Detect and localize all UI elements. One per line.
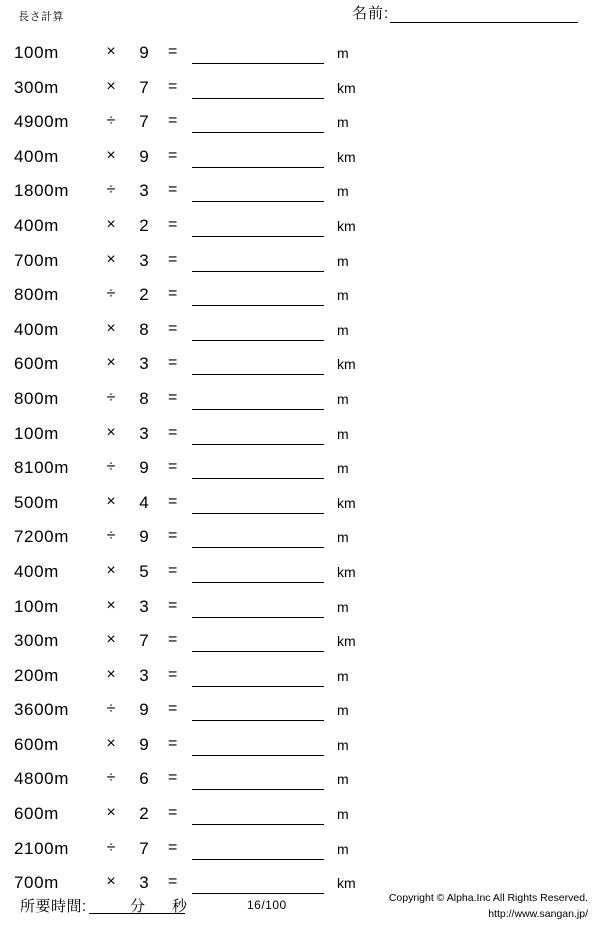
answer-input-line[interactable] <box>192 582 324 583</box>
problem-operand: 2100m <box>14 838 69 858</box>
equals-sign: = <box>168 215 178 233</box>
problem-operand: 300m <box>14 631 59 651</box>
problem-operand: 600m <box>14 354 59 374</box>
site-url: http://www.sangan.jp/ <box>488 908 588 920</box>
answer-input-line[interactable] <box>192 859 324 860</box>
problem-factor: 7 <box>139 77 149 97</box>
equals-sign: = <box>168 769 178 787</box>
answer-input-line[interactable] <box>192 271 324 272</box>
second-label: 秒 <box>172 898 188 915</box>
answer-unit: m <box>337 840 349 857</box>
equals-sign: = <box>168 388 178 406</box>
problem-operator: ÷ <box>106 769 116 787</box>
equals-sign: = <box>168 112 178 130</box>
answer-unit: m <box>337 183 349 200</box>
problem-row <box>0 347 600 382</box>
answer-input-line[interactable] <box>192 63 324 64</box>
answer-input-line[interactable] <box>192 824 324 825</box>
problem-operand: 7200m <box>14 527 69 547</box>
problem-operand: 3600m <box>14 700 69 720</box>
problem-row <box>0 105 600 140</box>
answer-unit: m <box>337 252 349 269</box>
answer-unit: km <box>337 356 356 373</box>
problem-factor: 8 <box>139 388 149 408</box>
equals-sign: = <box>168 631 178 649</box>
problem-operator: × <box>106 492 116 510</box>
problem-operand: 700m <box>14 250 59 270</box>
problem-operator: × <box>106 319 116 337</box>
equals-sign: = <box>168 285 178 303</box>
problem-operand: 4900m <box>14 112 69 132</box>
problem-factor: 9 <box>139 734 149 754</box>
problem-factor: 9 <box>139 43 149 62</box>
equals-sign: = <box>168 43 178 60</box>
copyright-text: Copyright © Alpha.Inc All Rights Reserved. <box>388 892 588 904</box>
problem-operator: × <box>106 561 116 579</box>
problem-factor: 3 <box>139 423 149 443</box>
answer-unit: m <box>337 702 349 719</box>
answer-unit: m <box>337 667 349 684</box>
problem-factor: 3 <box>139 665 149 685</box>
equals-sign: = <box>168 492 178 510</box>
problem-factor: 6 <box>139 769 149 789</box>
problem-operator: × <box>106 77 116 95</box>
equals-sign: = <box>168 146 178 164</box>
answer-input-line[interactable] <box>192 789 324 790</box>
equals-sign: = <box>168 838 178 856</box>
answer-input-line[interactable] <box>192 513 324 514</box>
problem-row <box>0 624 600 659</box>
answer-input-line[interactable] <box>192 720 324 721</box>
problem-operator: × <box>106 873 116 891</box>
answer-unit: km <box>337 633 356 650</box>
problem-operator: × <box>106 596 116 614</box>
problem-factor: 9 <box>139 458 149 478</box>
problem-operator: × <box>106 423 116 441</box>
equals-sign: = <box>168 734 178 752</box>
answer-unit: m <box>337 390 349 407</box>
problem-row <box>0 590 600 625</box>
name-label: 名前: <box>352 5 390 22</box>
answer-unit: m <box>337 529 349 546</box>
problem-factor: 9 <box>139 700 149 720</box>
problem-factor: 2 <box>139 215 149 235</box>
name-input-line[interactable] <box>390 5 578 23</box>
problem-row <box>0 832 600 867</box>
equals-sign: = <box>168 250 178 268</box>
answer-unit: m <box>337 771 349 788</box>
problem-operand: 1800m <box>14 181 69 201</box>
problem-operand: 200m <box>14 665 59 685</box>
problem-operator: × <box>106 631 116 649</box>
problem-operator: ÷ <box>106 527 116 545</box>
answer-unit: m <box>337 321 349 338</box>
problem-row <box>0 728 600 763</box>
problem-factor: 3 <box>139 181 149 201</box>
time-area <box>20 895 187 916</box>
problem-factor: 8 <box>139 319 149 339</box>
problem-operator: ÷ <box>106 700 116 718</box>
answer-input-line[interactable] <box>192 201 324 202</box>
equals-sign: = <box>168 700 178 718</box>
problem-list <box>0 36 600 901</box>
answer-input-line[interactable] <box>192 305 324 306</box>
problem-factor: 5 <box>139 561 149 581</box>
answer-unit: m <box>337 114 349 131</box>
answer-input-line[interactable] <box>192 617 324 618</box>
problem-row <box>0 520 600 555</box>
problem-row <box>0 762 600 797</box>
time-label: 所要時間: <box>20 898 87 915</box>
equals-sign: = <box>168 665 178 683</box>
answer-input-line[interactable] <box>192 340 324 341</box>
problem-operand: 600m <box>14 804 59 824</box>
answer-unit: km <box>337 148 356 165</box>
problem-operand: 100m <box>14 596 59 616</box>
problem-operator: × <box>106 734 116 752</box>
problem-operator: ÷ <box>106 181 116 199</box>
problem-row <box>0 451 600 486</box>
answer-input-line[interactable] <box>192 686 324 687</box>
equals-sign: = <box>168 423 178 441</box>
problem-factor: 3 <box>139 250 149 270</box>
problem-operator: × <box>106 665 116 683</box>
answer-unit: m <box>337 287 349 304</box>
problem-operand: 800m <box>14 388 59 408</box>
problem-row <box>0 417 600 452</box>
problem-row <box>0 140 600 175</box>
problem-operand: 600m <box>14 734 59 754</box>
answer-input-line[interactable] <box>192 167 324 168</box>
answer-input-line[interactable] <box>192 236 324 237</box>
problem-factor: 7 <box>139 838 149 858</box>
problem-row <box>0 209 600 244</box>
equals-sign: = <box>168 181 178 199</box>
equals-sign: = <box>168 458 178 476</box>
answer-unit: m <box>337 425 349 442</box>
problem-factor: 3 <box>139 354 149 374</box>
equals-sign: = <box>168 319 178 337</box>
problem-factor: 2 <box>139 804 149 824</box>
answer-input-line[interactable] <box>192 98 324 99</box>
equals-sign: = <box>168 561 178 579</box>
problem-operand: 400m <box>14 319 59 339</box>
problem-row <box>0 36 600 71</box>
problem-factor: 7 <box>139 112 149 132</box>
worksheet-footer <box>0 887 600 943</box>
problem-operand: 300m <box>14 77 59 97</box>
answer-unit: m <box>337 598 349 615</box>
problem-operator: × <box>106 146 116 164</box>
problem-operator: × <box>106 354 116 372</box>
answer-input-line[interactable] <box>192 132 324 133</box>
problem-operand: 100m <box>14 43 59 62</box>
problem-operand: 400m <box>14 146 59 166</box>
equals-sign: = <box>168 596 178 614</box>
problem-operand: 500m <box>14 492 59 512</box>
answer-unit: km <box>337 217 356 234</box>
answer-input-line[interactable] <box>192 444 324 445</box>
answer-unit: km <box>337 563 356 580</box>
problem-operator: × <box>106 43 116 60</box>
problem-operand: 100m <box>14 423 59 443</box>
equals-sign: = <box>168 804 178 822</box>
equals-sign: = <box>168 873 178 891</box>
answer-unit: m <box>337 460 349 477</box>
problem-operator: ÷ <box>106 285 116 303</box>
problem-factor: 3 <box>139 873 149 893</box>
name-field-area <box>352 5 578 23</box>
problem-factor: 7 <box>139 631 149 651</box>
answer-unit: m <box>337 806 349 823</box>
problem-factor: 9 <box>139 527 149 547</box>
problem-row <box>0 382 600 417</box>
answer-input-line[interactable] <box>192 547 324 548</box>
problem-operand: 700m <box>14 873 59 893</box>
problem-row <box>0 659 600 694</box>
problem-operator: × <box>106 215 116 233</box>
worksheet-header <box>0 0 600 34</box>
answer-input-line[interactable] <box>192 478 324 479</box>
equals-sign: = <box>168 354 178 372</box>
answer-unit: m <box>337 736 349 753</box>
problem-factor: 4 <box>139 492 149 512</box>
page-number: 16/100 <box>247 898 287 912</box>
problem-row <box>0 555 600 590</box>
equals-sign: = <box>168 77 178 95</box>
problem-operand: 400m <box>14 561 59 581</box>
problem-operator: × <box>106 250 116 268</box>
problem-row <box>0 278 600 313</box>
problem-factor: 2 <box>139 285 149 305</box>
problem-operand: 400m <box>14 215 59 235</box>
problem-operator: ÷ <box>106 458 116 476</box>
problem-operand: 8100m <box>14 458 69 478</box>
problem-operator: ÷ <box>106 112 116 130</box>
answer-input-line[interactable] <box>192 651 324 652</box>
answer-unit: km <box>337 875 356 892</box>
problem-row <box>0 71 600 106</box>
problem-operand: 4800m <box>14 769 69 789</box>
problem-row <box>0 486 600 521</box>
problem-operator: ÷ <box>106 388 116 406</box>
minute-label: 分 <box>130 898 146 915</box>
answer-input-line[interactable] <box>192 374 324 375</box>
problem-operator: × <box>106 804 116 822</box>
problem-row <box>0 693 600 728</box>
problem-factor: 3 <box>139 596 149 616</box>
answer-input-line[interactable] <box>192 755 324 756</box>
answer-unit: m <box>337 45 349 61</box>
problem-row <box>0 174 600 209</box>
problem-factor: 9 <box>139 146 149 166</box>
equals-sign: = <box>168 527 178 545</box>
problem-row <box>0 797 600 832</box>
problem-row <box>0 244 600 279</box>
answer-unit: km <box>337 79 356 96</box>
page-title: 長さ計算 <box>18 11 64 23</box>
problem-row <box>0 313 600 348</box>
answer-unit: km <box>337 494 356 511</box>
answer-input-line[interactable] <box>192 409 324 410</box>
problem-operator: ÷ <box>106 838 116 856</box>
problem-operand: 800m <box>14 285 59 305</box>
